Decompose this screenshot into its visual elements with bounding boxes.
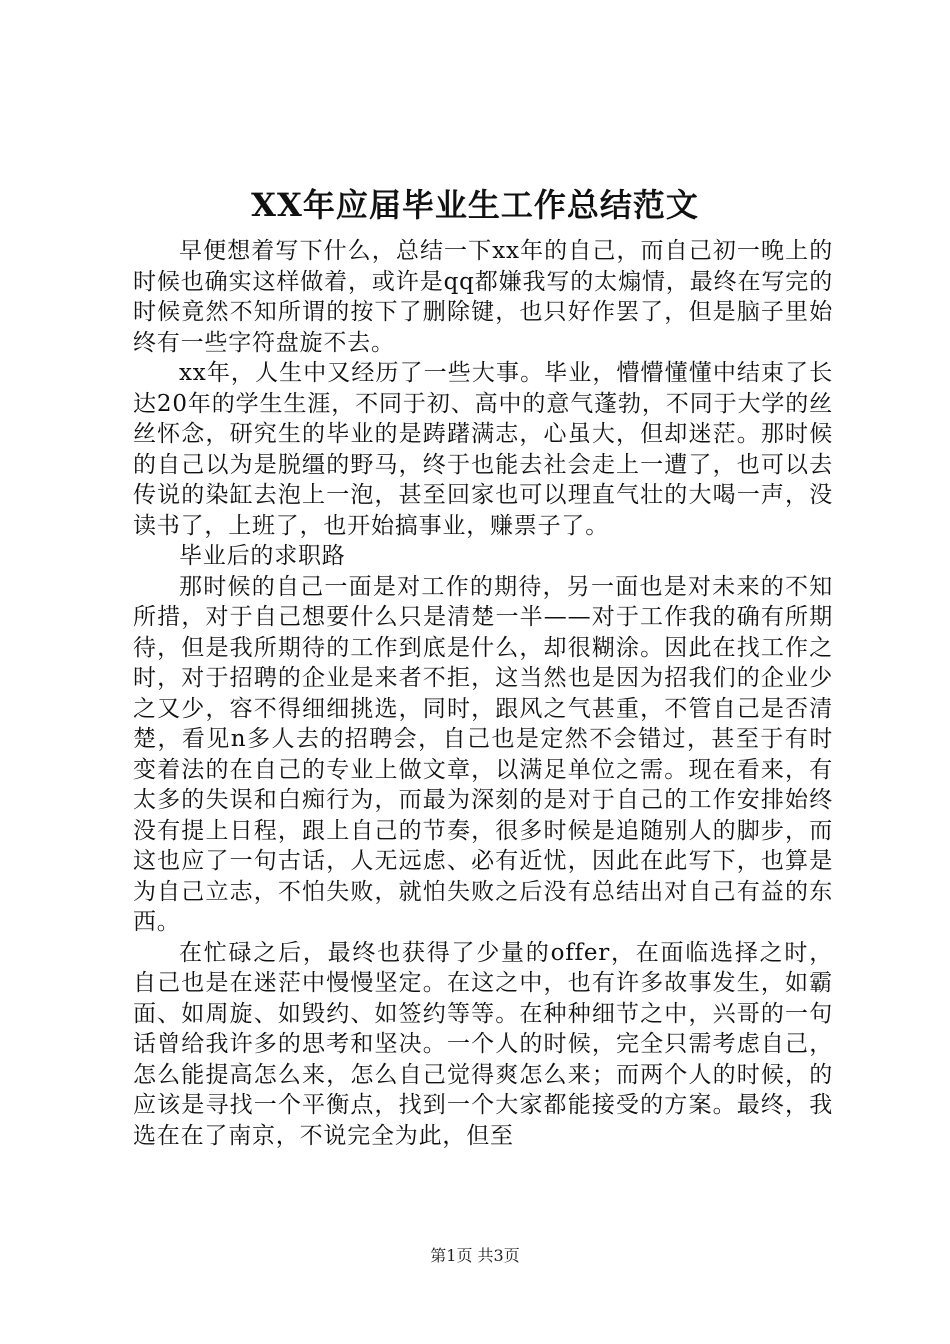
paragraph: 在忙碌之后，最终也获得了少量的offer，在面临选择之时，自己也是在迷茫中慢慢坚定。在这之中，也有许多故事发生，如霸面、如周旋、如毁约、如签约等等。在种种细节之中，兴哥的一句话曾给我许多的思考和坚决。一个人的时候，完全只需考虑自己，怎么能提高怎么来，怎么自己觉得爽怎么来；而两个人的时候，的应该是寻找一个平衡点，找到一个大家都能接受的方案。最终，我选在在了南京，不说完全为此，但至 [133,939,833,1149]
paragraph: xx年，人生中又经历了一些大事。毕业，懵懵懂懂中结束了长达20年的学生生涯，不同于初、高中的意气蓬勃，不同于大学的丝丝怀念，研究生的毕业的是踌躇满志，心虽大，但却迷茫。那时候的自己以为是脱缰的野马，终于也能去社会走上一遭了，也可以去传说的染缸去泡上一泡，甚至回家也可以理直气壮的大喝一声，没读书了，上班了，也开始搞事业，赚票子了。 [133,360,833,539]
page-footer: 第1页 共3页 [430,1246,520,1265]
section-heading: 毕业后的求职路 [179,543,346,569]
paragraph: 那时候的自己一面是对工作的期待，另一面也是对未来的不知所措，对于自己想要什么只是清楚一半——对于工作我的确有所期待，但是我所期待的工作到底是什么，却很糊涂。因此在找工作之时，对于招聘的企业是来者不拒，这当然也是因为招我们的企业少之又少，容不得细细挑选，同时，跟风之气甚重，不管自己是否清楚，看见n多人去的招聘会，自己也是定然不会错过，甚至于有时变着法的在自己的专业上做文章，以满足单位之需。现在看来，有太多的失误和白痴行为，而最为深刻的是对于自己的工作安排始终没有提上日程，跟上自己的节奏，很多时候是追随别人的脚步，而这也应了一句古话，人无远虑、必有近忧，因此在此写下，也算是为自己立志，不怕失败，就怕失败之后没有总结出对自己有益的东西。 [133,573,833,935]
document-title: XX年应届毕业生工作总结范文 [251,186,699,224]
document-body [133,236,833,1151]
paragraph: 早便想着写下什么，总结一下xx年的自己，而自己初一晚上的时候也确实这样做着，或许是qq都嫌我写的太煽情，最终在写完的时候竟然不知所谓的按下了删除键，也只好作罢了，但是脑子里始终有一些字符盘旋不去。 [133,238,833,356]
